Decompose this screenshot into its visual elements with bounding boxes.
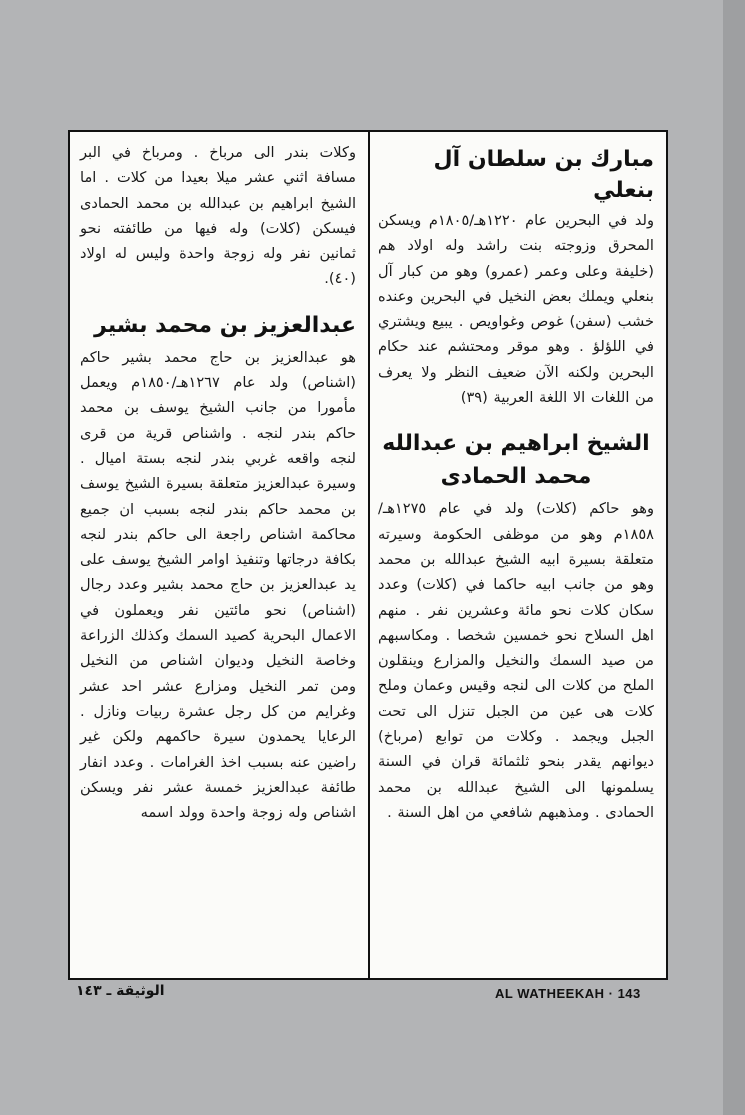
heading-ibrahim-line1: الشيخ ابراهيم بن عبدالله	[382, 431, 650, 457]
footer-arabic-page-number: الوثيقة ـ ١٤٣	[76, 983, 165, 999]
paragraph-kalat: وكلات بندر الى مرباخ . ومرباخ في البر مسافة اثني عشر ميلا بعيدا من كلات . اما الشيخ ابراهيم بن عبدالله بن محمد الحمادى فيسكن (كلات) وله فيها من طائفته نحو ثمانين نفر وله زوجة واحدة وليس له اولاد (٤٠).	[80, 144, 356, 288]
right-column	[378, 140, 654, 825]
scan-edge	[723, 0, 745, 1115]
heading-abdulaziz: عبدالعزيز بن محمد بشير	[94, 312, 356, 338]
heading-ibrahim-line2: محمد الحمادى	[440, 464, 592, 490]
document-page	[68, 130, 668, 980]
heading-mubarak: مبارك بن سلطان آل بنعلي	[433, 147, 654, 203]
left-column	[80, 140, 356, 825]
column-divider	[368, 132, 370, 978]
footer-english-page-number: AL WATHEEKAH · 143	[495, 986, 641, 1001]
paragraph-abdulaziz: هو عبدالعزيز بن حاج محمد بشير حاكم (اشناص) ولد عام ١٢٦٧هـ/١٨٥٠م ويعمل مأمورا من جانب الشيخ يوسف بن محمد حاكم بندر لنجه . واشناص قرية من قرى لنجه واقعه غربي بندر لنجه بستة اميال . وسيرة عبدالعزيز متعلقة بسيرة الشيخ يوسف بن محمد حاكم بندر لنجه بسبب ان جميع محاكمة اشناص راجعة الى حاكم بندر لنجه بكافة درجاتها وتنفيذ اوامر الشيخ يوسف على يد عبدالعزيز بن حاج محمد بشير وعدد رجال (اشناص) نحو مائتين نفر ويعملون في الاعمال البحرية كصيد السمك وكذلك الزراعة وخاصة النخيل وديوان اشناص من النخيل ومن تمر النخيل ومزارع عشر احد عشر وغرايم من كل رجل عشرة ربيات ونازل . الرعايا يحمدون سيرة حاكمهم ولكن غير راضين عنه بسبب اخذ الغرامات . وعدد انفار طائفة عبدالعزيز خمسة عشر نفر ويسكن اشناص وله زوجة واحدة وولد اسمه	[80, 348, 356, 822]
paragraph-mubarak: ولد في البحرين عام ١٢٢٠هـ/١٨٠٥م ويسكن المحرق وزوجته بنت راشد وله اولاد هم (خليفة وعلى وعمر (عمرو) وهو من كبار آل بنعلي ويملك بعض النخيل في البحرين وعنده خشب (سفن) غوص وغواويص . يبيع ويشتري في اللؤلؤ . وهو موقر ومحتشم عند حكام البحرين ولكنه الآن ضعيف النظر ولا يعرف من اللغات الا اللغة العربية (٣٩)	[378, 212, 654, 407]
paragraph-ibrahim: وهو حاكم (كلات) ولد في عام ١٢٧٥هـ/١٨٥٨م وهو من موظفى الحكومة وسيرته متعلقة بسيرة ابيه الشيخ عبدالله بن محمد وهو من جانب ابيه حاكما في (كلات) وعدد سكان كلات نحو مائة وعشرين نفر . منهم اهل السلاح نحو خمسين شخصا . ومكاسبهم من صيد السمك والنخيل والمزارع وينقلون الملح من كلات الى لنجه وقيس وعمان وملح كلات هى عين من الجبل تنزل الى تحت الجبل ويجمد . وكلات من توابع (مرباخ) ديوانهم يقدر بنحو ثلثمائة قران في السنة يسلمونها الى الشيخ عبدالله بن محمد الحمادى . ومذهبهم شافعي من اهل السنة .	[378, 500, 654, 821]
